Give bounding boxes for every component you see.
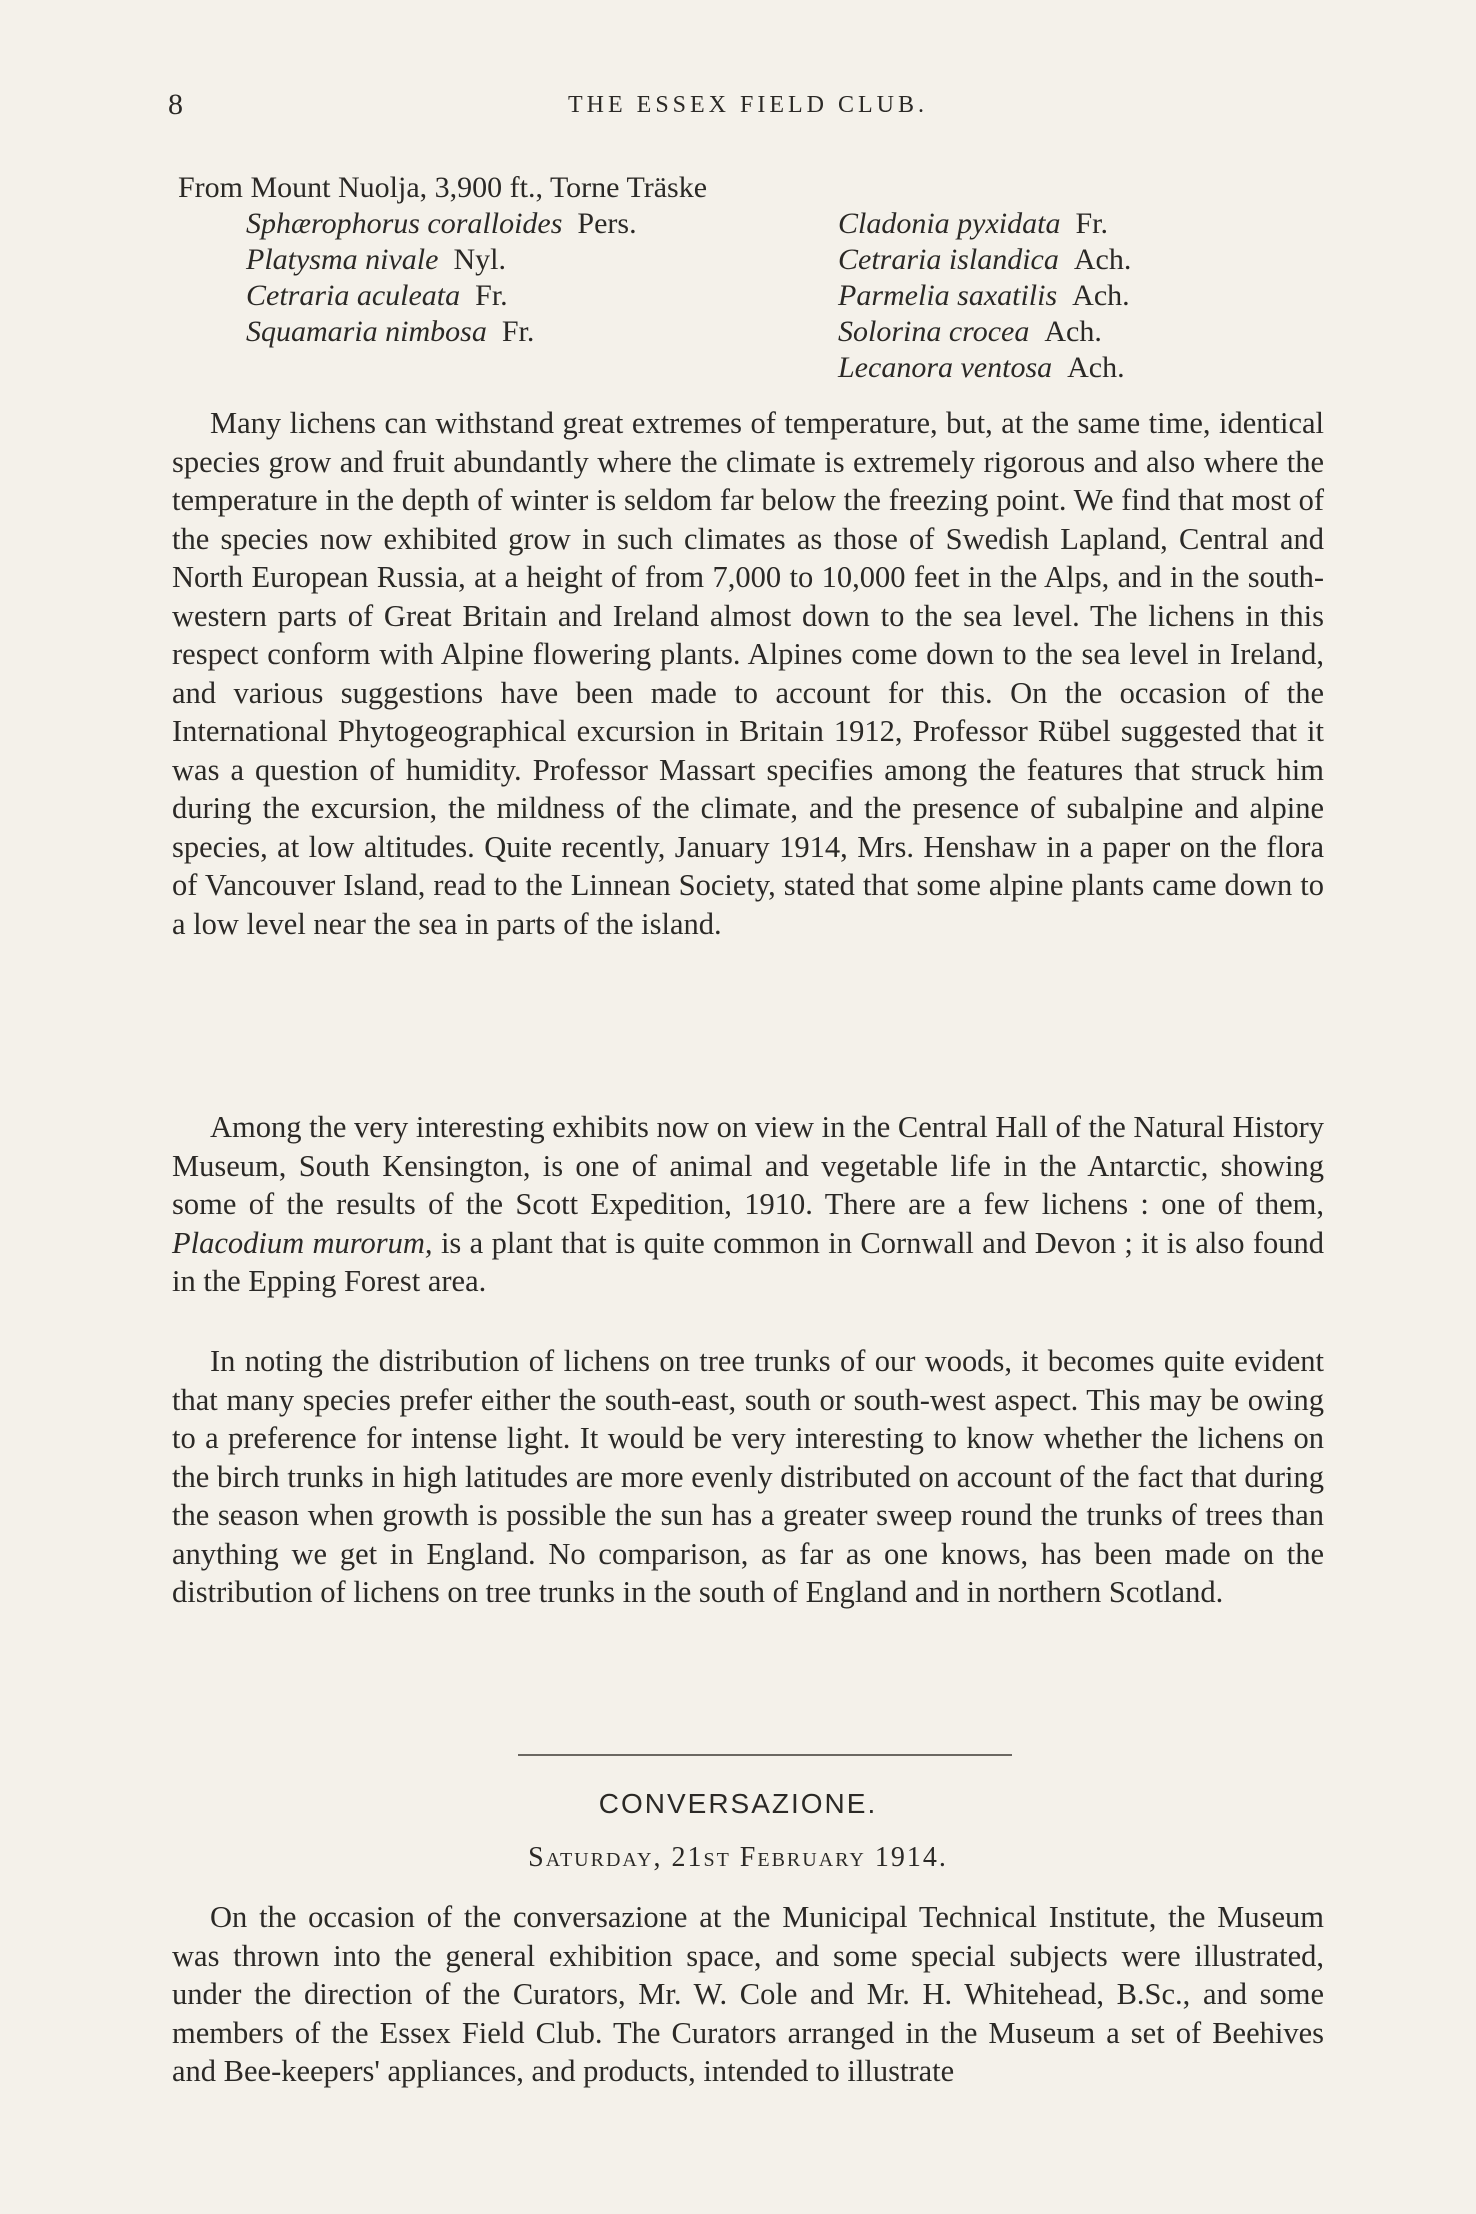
paragraph-text: On the occasion of the conversazione at the Municipal Technical Institute, the Museum was thrown into the general exhibition space, and some special subjects were illustrated, under the direction of the Curators, Mr. W. Cole and Mr. H. Whitehead, B.Sc., and some members of the Essex Field Club. The Curators arranged in the Museum a set of Beehives and Bee-keepers' appliances, and products, intended to illustrate [172, 1900, 1324, 2088]
species-entry [246, 242, 637, 278]
species-entry [838, 278, 1131, 314]
species-name: Cladonia pyxidata [838, 207, 1061, 240]
species-entry [838, 242, 1131, 278]
running-head: THE ESSEX FIELD CLUB. [568, 92, 928, 118]
species-name: Squamaria nimbosa [246, 315, 487, 348]
page-header [168, 88, 1328, 128]
species-entry [246, 206, 637, 242]
species-name: Sphærophorus coralloides [246, 207, 563, 240]
species-name: Solorina crocea [838, 315, 1030, 348]
species-name: Lecanora ventosa [838, 351, 1053, 384]
body-paragraph-temperature [172, 404, 1324, 943]
species-authority: Fr. [1075, 207, 1109, 240]
paragraph-text: In noting the distribution of lichens on tree trunks of our woods, it becomes quite evident that many species prefer either the south-east, south or south-west aspect. This may be owing to a preference for intense light. It would be very interesting to know whether the lichens on the birch trunks in high latitudes are more evenly distributed on account of the fact that during the season when growth is possible the sun has a greater sweep round the trunks of trees than anything we get in England. No comparison, as far as one knows, has been made on the distribution of lichens on tree trunks in the south of England and in northern Scotland. [172, 1344, 1324, 1609]
species-name: Cetraria islandica [838, 243, 1059, 276]
section-date: Saturday, 21st February 1914. [528, 1842, 948, 1873]
paragraph-text: Many lichens can withstand great extremes of temperature, but, at the same time, identical species grow and fruit abundantly where the climate is extremely rigorous and also where the temperature in the depth of winter is seldom far below the freezing point. We find that most of the species now exhibited grow in such climates as those of Swedish Lapland, Central and North European Russia, at a height of from 7,000 to 10,000 feet in the Alps, and in the south-western parts of Great Britain and Ireland almost down to the sea level. The lichens in this respect conform with Alpine flowering plants. Alpines come down to the sea level in Ireland, and various suggestions have been made to account for this. On the occasion of the International Phytogeographical excursion in Britain 1912, Professor Rübel suggested that it was a question of humidity. Professor Massart specifies among the features that struck him during the excursion, the mildness of the climate, and the presence of subalpine and alpine species, at low altitudes. Quite recently, January 1914, Mrs. Henshaw in a paper on the flora of Vancouver Island, read to the Linnean Society, stated that some alpine plants came down to a low level near the sea in parts of the island. [172, 406, 1324, 941]
species-list-intro: From Mount Nuolja, 3,900 ft., Torne Träske [178, 171, 708, 204]
body-paragraph-antarctic [172, 1108, 1324, 1301]
species-entry [838, 350, 1131, 386]
section-title: CONVERSAZIONE. [598, 1788, 878, 1819]
species-authority: Fr. [475, 279, 508, 312]
species-authority: Pers. [577, 207, 637, 240]
species-authority: Ach. [1072, 279, 1130, 312]
species-name-inline: Placodium murorum, [172, 1225, 433, 1260]
species-entry [838, 206, 1131, 242]
species-entry [838, 314, 1131, 350]
paragraph-text [172, 1108, 1324, 1301]
species-entry [246, 278, 637, 314]
species-authority: Ach. [1073, 243, 1132, 276]
paragraph-text-part: is a plant that is quite common in Cornwall and Devon ; it is also found in the Epping Forest area. [172, 1225, 1324, 1298]
section-divider [518, 1754, 1012, 1756]
species-list-right [838, 206, 1131, 386]
species-list-left [246, 206, 637, 350]
species-name: Parmelia saxatilis [838, 279, 1058, 312]
species-entry [246, 314, 637, 350]
species-authority: Fr. [501, 315, 535, 348]
page-number: 8 [168, 88, 183, 121]
body-paragraph-tree-trunks [172, 1342, 1324, 1612]
species-authority: Ach. [1067, 351, 1125, 384]
species-authority: Ach. [1044, 315, 1102, 348]
species-name: Cetraria aculeata [246, 279, 461, 312]
body-paragraph-conversazione [172, 1898, 1324, 2091]
paragraph-text-part: Among the very interesting exhibits now on view in the Central Hall of the Natural History Museum, South Kensington, is one of animal and vegetable life in the Antarctic, showing some of the results of the Scott Expedition, 1910. There are a few lichens : one of them, [172, 1110, 1324, 1221]
species-authority: Nyl. [453, 243, 506, 276]
species-name: Platysma nivale [246, 243, 439, 276]
